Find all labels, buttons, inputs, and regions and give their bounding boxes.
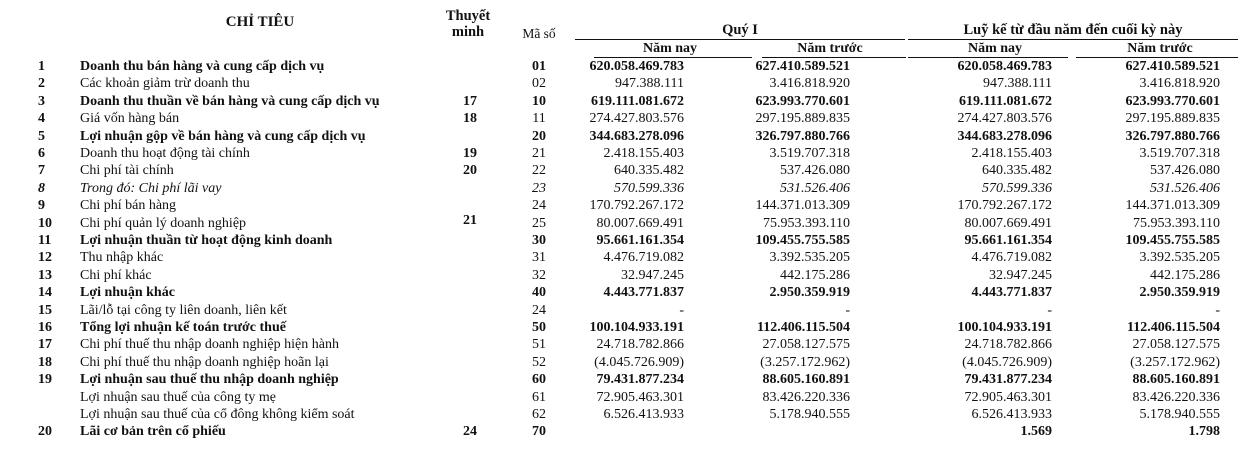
header-quy-nam-truoc: Năm trước — [797, 41, 863, 56]
row-quy-nam-truoc: 531.526.406 — [780, 180, 850, 196]
table-row — [0, 163, 1244, 178]
subheader-rule-3 — [908, 57, 1068, 58]
row-label: Doanh thu thuần về bán hàng và cung cấp dịch vụ — [80, 93, 380, 109]
row-quy-nam-nay: 4.476.719.082 — [603, 250, 684, 266]
row-quy-nam-truoc: 326.797.880.766 — [755, 128, 850, 144]
row-quy-nam-nay: 947.388.111 — [615, 76, 684, 92]
row-number: 5 — [38, 128, 45, 144]
row-quy-nam-truoc: 442.175.286 — [780, 267, 850, 283]
row-luy-nam-truoc: 83.426.220.336 — [1132, 389, 1220, 405]
row-label: Lãi cơ bản trên cổ phiếu — [80, 424, 226, 440]
table-row — [0, 76, 1244, 91]
row-luy-nam-truoc: 3.392.535.205 — [1139, 250, 1220, 266]
row-number: 19 — [38, 372, 52, 388]
row-number: 15 — [38, 302, 52, 318]
table-row — [0, 268, 1244, 283]
row-luy-nam-nay: (4.045.726.909) — [962, 354, 1052, 370]
row-number: 6 — [38, 146, 45, 161]
row-luy-nam-nay: 619.111.081.672 — [959, 93, 1052, 109]
row-quy-nam-truoc: 3.416.818.920 — [769, 76, 850, 92]
row-quy-nam-truoc: 5.178.940.555 — [769, 407, 850, 422]
row-number: 9 — [38, 198, 45, 214]
row-number: 20 — [38, 424, 52, 440]
row-quy-nam-nay: 100.104.933.191 — [589, 320, 684, 335]
row-quy-nam-truoc: 2.950.359.919 — [769, 285, 850, 301]
row-ma-so: 30 — [532, 233, 546, 248]
row-ma-so: 02 — [532, 76, 546, 92]
row-ma-so: 22 — [532, 163, 546, 179]
row-ma-so: 62 — [532, 407, 546, 422]
table-row — [0, 285, 1244, 300]
row-quy-nam-nay: 24.718.782.866 — [596, 337, 684, 353]
row-thuyet-minh: 17 — [463, 93, 477, 109]
table-row — [0, 59, 1244, 74]
row-luy-nam-nay: 620.058.469.783 — [957, 59, 1052, 74]
row-quy-nam-truoc: 3.519.707.318 — [769, 146, 850, 161]
row-ma-so: 52 — [532, 354, 546, 370]
row-number: 11 — [38, 233, 52, 248]
row-label: Lợi nhuận sau thuế thu nhập doanh nghiệp — [80, 372, 339, 388]
row-ma-so: 70 — [532, 424, 546, 440]
row-label: Doanh thu bán hàng và cung cấp dịch vụ — [80, 59, 325, 74]
row-quy-nam-nay: 32.947.245 — [621, 267, 684, 283]
row-ma-so: 40 — [532, 285, 546, 301]
row-luy-nam-truoc: 297.195.889.835 — [1125, 111, 1220, 127]
row-luy-nam-truoc: 442.175.286 — [1150, 267, 1220, 283]
row-luy-nam-nay: 32.947.245 — [989, 267, 1052, 283]
row-luy-nam-truoc: (3.257.172.962) — [1130, 354, 1220, 370]
header-luy-ke: Luỹ kế từ đầu năm đến cuối kỳ này — [963, 22, 1183, 38]
row-quy-nam-truoc: 83.426.220.336 — [762, 389, 850, 405]
row-label: Tổng lợi nhuận kế toán trước thuế — [80, 320, 286, 335]
table-row — [0, 198, 1244, 213]
row-luy-nam-nay: - — [1047, 302, 1052, 318]
row-luy-nam-nay: 4.443.771.837 — [971, 285, 1052, 301]
header-quy: Quý I — [722, 22, 758, 38]
row-luy-nam-truoc: 537.426.080 — [1150, 163, 1220, 179]
row-luy-nam-truoc: 75.953.393.110 — [1133, 215, 1220, 231]
row-quy-nam-truoc: 623.993.770.601 — [755, 93, 850, 109]
row-quy-nam-nay: 344.683.278.096 — [589, 128, 684, 144]
row-quy-nam-nay: 4.443.771.837 — [603, 285, 684, 301]
row-label: Chi phí thuế thu nhập doanh nghiệp hiện hành — [80, 337, 339, 353]
row-number: 2 — [38, 76, 45, 92]
row-luy-nam-nay: 170.792.267.172 — [957, 198, 1052, 214]
row-ma-so: 60 — [532, 372, 546, 388]
row-luy-nam-truoc: 326.797.880.766 — [1125, 128, 1220, 144]
row-quy-nam-nay: 79.431.877.234 — [596, 372, 684, 388]
merged-thuyet-minh: 21 — [463, 213, 477, 228]
row-ma-so: 25 — [532, 215, 546, 231]
table-row — [0, 146, 1244, 161]
row-thuyet-minh: 20 — [463, 163, 477, 179]
subheader-rule-4 — [1076, 57, 1238, 58]
row-luy-nam-nay: 100.104.933.191 — [957, 320, 1052, 335]
row-thuyet-minh: 19 — [463, 146, 477, 161]
row-ma-so: 32 — [532, 267, 546, 283]
row-label: Chi phí khác — [80, 267, 152, 283]
row-luy-nam-nay: 344.683.278.096 — [957, 128, 1052, 144]
table-row — [0, 233, 1244, 248]
table-row — [0, 407, 1244, 422]
table-row — [0, 372, 1244, 387]
row-label: Giá vốn hàng bán — [80, 111, 180, 127]
header-thuyet-minh: Thuyết minh — [445, 8, 491, 40]
row-luy-nam-truoc: 144.371.013.309 — [1125, 198, 1220, 214]
row-quy-nam-nay: 2.418.155.403 — [603, 146, 684, 161]
header-luy-nam-truoc: Năm trước — [1127, 41, 1193, 56]
row-luy-nam-nay: 947.388.111 — [983, 76, 1052, 92]
row-luy-nam-nay: 79.431.877.234 — [964, 372, 1052, 388]
row-label: Lợi nhuận thuần từ hoạt động kinh doanh — [80, 233, 333, 248]
row-ma-so: 61 — [532, 389, 546, 405]
header-title: CHỈ TIÊU — [225, 14, 295, 30]
table-row — [0, 303, 1244, 318]
row-quy-nam-truoc: 627.410.589.521 — [755, 59, 850, 74]
row-number: 12 — [38, 250, 52, 266]
row-label: Chi phí bán hàng — [80, 198, 177, 214]
row-quy-nam-truoc: 3.392.535.205 — [769, 250, 850, 266]
row-luy-nam-nay: 6.526.413.933 — [971, 407, 1052, 422]
table-row — [0, 390, 1244, 405]
row-number: 14 — [38, 285, 52, 301]
row-quy-nam-nay: 6.526.413.933 — [603, 407, 684, 422]
row-label: Thu nhập khác — [80, 250, 164, 266]
row-ma-so: 21 — [532, 146, 546, 161]
row-luy-nam-truoc: - — [1215, 302, 1220, 318]
table-row — [0, 355, 1244, 370]
row-quy-nam-nay: 95.661.161.354 — [596, 233, 684, 248]
header-rule-luy — [908, 39, 1238, 40]
row-label: Các khoản giảm trừ doanh thu — [80, 76, 250, 92]
row-luy-nam-truoc: 3.519.707.318 — [1139, 146, 1220, 161]
row-luy-nam-nay: 2.418.155.403 — [971, 146, 1052, 161]
header-luy-nam-nay: Năm nay — [967, 41, 1023, 56]
table-row — [0, 111, 1244, 126]
row-luy-nam-truoc: 88.605.160.891 — [1132, 372, 1220, 388]
row-label: Lợi nhuận sau thuế của cổ đông không kiểm soát — [80, 407, 355, 422]
row-label: Chi phí tài chính — [80, 163, 174, 179]
row-quy-nam-truoc: 75.953.393.110 — [763, 215, 850, 231]
table-row — [0, 94, 1244, 109]
row-quy-nam-truoc: 88.605.160.891 — [762, 372, 850, 388]
row-luy-nam-nay: 95.661.161.354 — [964, 233, 1052, 248]
table-row — [0, 250, 1244, 265]
table-row — [0, 337, 1244, 352]
header-rule-quy — [575, 39, 905, 40]
row-thuyet-minh: 24 — [463, 424, 477, 440]
row-label: Chi phí thuế thu nhập doanh nghiệp hoãn lại — [80, 354, 329, 370]
row-label: Chi phí quản lý doanh nghiệp — [80, 215, 247, 231]
row-label: Lãi/lỗ tại công ty liên doanh, liên kết — [80, 302, 287, 318]
row-ma-so: 24 — [532, 198, 546, 214]
row-label: Doanh thu hoạt động tài chính — [80, 146, 250, 161]
row-quy-nam-nay: - — [679, 302, 684, 318]
row-quy-nam-nay: 72.905.463.301 — [596, 389, 684, 405]
row-quy-nam-nay: (4.045.726.909) — [594, 354, 684, 370]
table-row — [0, 424, 1244, 439]
row-label: Lợi nhuận gộp về bán hàng và cung cấp dịch vụ — [80, 128, 366, 144]
row-luy-nam-nay: 72.905.463.301 — [964, 389, 1052, 405]
row-thuyet-minh: 18 — [463, 111, 477, 127]
row-luy-nam-truoc: 27.058.127.575 — [1132, 337, 1220, 353]
header-quy-nam-nay: Năm nay — [642, 41, 698, 56]
row-quy-nam-truoc: 112.406.115.504 — [757, 320, 850, 335]
subheader-rule-2 — [762, 57, 906, 58]
row-luy-nam-truoc: 112.406.115.504 — [1127, 320, 1220, 335]
row-ma-so: 31 — [532, 250, 546, 266]
row-luy-nam-truoc: 5.178.940.555 — [1139, 407, 1220, 422]
row-quy-nam-nay: 570.599.336 — [614, 180, 684, 196]
row-quy-nam-nay: 619.111.081.672 — [591, 93, 684, 109]
row-quy-nam-nay: 80.007.669.491 — [596, 215, 684, 231]
row-quy-nam-truoc: 27.058.127.575 — [762, 337, 850, 353]
row-quy-nam-truoc: (3.257.172.962) — [760, 354, 850, 370]
row-ma-so: 50 — [532, 320, 546, 335]
row-number: 13 — [38, 267, 52, 283]
row-ma-so: 23 — [532, 180, 546, 196]
table-row — [0, 216, 1244, 231]
row-number: 10 — [38, 215, 52, 231]
row-number: 18 — [38, 354, 52, 370]
row-quy-nam-nay: 274.427.803.576 — [589, 111, 684, 127]
row-luy-nam-truoc: 627.410.589.521 — [1125, 59, 1220, 74]
row-quy-nam-nay: 620.058.469.783 — [589, 59, 684, 74]
table-row — [0, 320, 1244, 335]
header-ma-so: Mã số — [522, 26, 556, 41]
row-ma-so: 10 — [532, 93, 546, 109]
row-luy-nam-truoc: 109.455.755.585 — [1125, 233, 1220, 248]
table-row — [0, 181, 1244, 196]
row-luy-nam-nay: 274.427.803.576 — [957, 111, 1052, 127]
row-number: 3 — [38, 93, 45, 109]
row-luy-nam-truoc: 2.950.359.919 — [1139, 285, 1220, 301]
table-row — [0, 129, 1244, 144]
row-number: 7 — [38, 163, 45, 179]
row-ma-so: 51 — [532, 337, 546, 353]
row-luy-nam-nay: 640.335.482 — [982, 163, 1052, 179]
row-ma-so: 20 — [532, 128, 546, 144]
row-ma-so: 11 — [532, 111, 546, 127]
row-number: 4 — [38, 111, 45, 127]
row-number: 16 — [38, 320, 52, 335]
row-luy-nam-truoc: 623.993.770.601 — [1125, 93, 1220, 109]
row-quy-nam-truoc: 144.371.013.309 — [755, 198, 850, 214]
row-luy-nam-truoc: 1.798 — [1188, 424, 1220, 440]
subheader-rule-1 — [594, 57, 752, 58]
row-label: Lợi nhuận sau thuế của công ty mẹ — [80, 389, 276, 405]
row-luy-nam-nay: 1.569 — [1020, 424, 1052, 440]
row-quy-nam-truoc: - — [845, 302, 850, 318]
row-quy-nam-truoc: 297.195.889.835 — [755, 111, 850, 127]
row-quy-nam-nay: 640.335.482 — [614, 163, 684, 179]
row-luy-nam-nay: 570.599.336 — [982, 180, 1052, 196]
row-luy-nam-truoc: 3.416.818.920 — [1139, 76, 1220, 92]
row-quy-nam-nay: 170.792.267.172 — [589, 198, 684, 214]
row-ma-so: 24 — [532, 302, 546, 318]
row-luy-nam-truoc: 531.526.406 — [1150, 180, 1220, 196]
row-quy-nam-truoc: 109.455.755.585 — [755, 233, 850, 248]
row-luy-nam-nay: 80.007.669.491 — [964, 215, 1052, 231]
row-number: 1 — [38, 59, 45, 74]
row-luy-nam-nay: 24.718.782.866 — [964, 337, 1052, 353]
row-luy-nam-nay: 4.476.719.082 — [971, 250, 1052, 266]
row-label: Trong đó: Chi phí lãi vay — [80, 180, 222, 196]
row-ma-so: 01 — [532, 59, 546, 74]
row-number: 17 — [38, 337, 52, 353]
row-number: 8 — [38, 180, 45, 196]
row-label: Lợi nhuận khác — [80, 285, 175, 301]
row-quy-nam-truoc: 537.426.080 — [780, 163, 850, 179]
